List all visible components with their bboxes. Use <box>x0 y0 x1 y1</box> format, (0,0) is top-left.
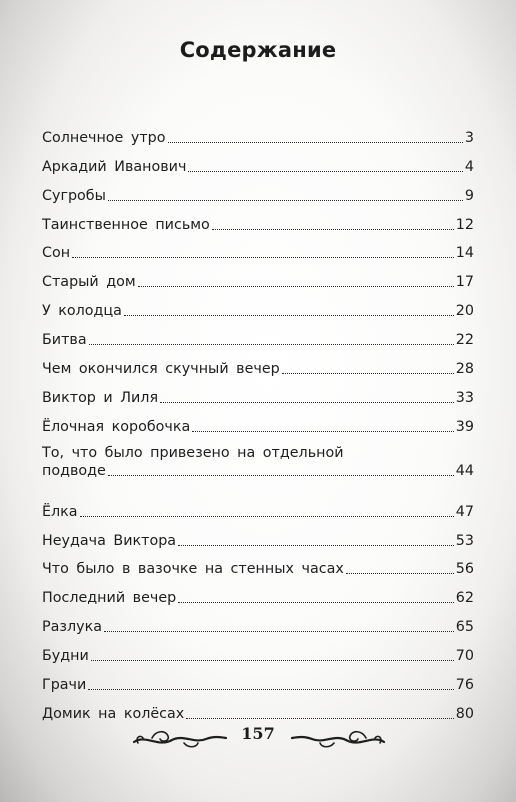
toc-entry-title: Домик на колёсах <box>42 705 185 722</box>
flourish-ornament-icon <box>290 728 386 750</box>
toc-entry-title: Последний вечер <box>42 590 177 607</box>
page-title: Содержание <box>179 38 337 62</box>
toc-entry <box>42 378 474 407</box>
dot-leader <box>108 475 454 476</box>
dot-leader <box>80 516 454 517</box>
table-of-contents <box>42 118 474 723</box>
dot-leader <box>186 718 454 719</box>
toc-entry-page: 44 <box>455 462 474 479</box>
toc-entry <box>42 147 474 176</box>
dot-leader <box>124 315 454 316</box>
toc-entry <box>42 694 474 723</box>
toc-entry-title: Чем окончился скучный вечер <box>42 361 280 378</box>
dot-leader <box>160 402 454 403</box>
toc-entry <box>42 176 474 205</box>
toc-entry-page: 17 <box>455 274 474 291</box>
toc-entry-title: Сугробы <box>42 187 106 204</box>
toc-entry-page: 3 <box>464 129 474 146</box>
toc-entry <box>42 665 474 694</box>
dot-leader <box>346 573 454 574</box>
toc-entry-title: Виктор и Лиля <box>42 389 159 406</box>
toc-entry-title: Будни <box>42 648 89 665</box>
toc-entry <box>42 407 474 436</box>
toc-entry <box>42 521 474 550</box>
toc-entry <box>42 436 474 492</box>
toc-entry-title: Битва <box>42 332 87 349</box>
toc-entry-page: 14 <box>455 245 474 262</box>
toc-entry-title: У колодца <box>42 303 122 320</box>
toc-entry <box>42 492 474 521</box>
toc-entry-page: 65 <box>455 619 474 636</box>
toc-entry <box>42 607 474 636</box>
dot-leader <box>188 171 462 172</box>
page-number: 157 <box>241 724 275 743</box>
toc-entry-title: Солнечное утро <box>42 129 166 146</box>
toc-entry-page: 9 <box>464 187 474 204</box>
toc-entry-page: 33 <box>455 389 474 406</box>
toc-entry <box>42 118 474 147</box>
toc-entry-title: Сон <box>42 245 71 262</box>
page-footer <box>0 724 516 754</box>
dot-leader <box>282 373 454 374</box>
dot-leader <box>212 229 454 230</box>
toc-entry-page: 80 <box>455 705 474 722</box>
dot-leader <box>168 142 463 143</box>
dot-leader <box>72 257 454 258</box>
toc-entry-page: 76 <box>455 677 474 694</box>
toc-entry-page: 20 <box>455 303 474 320</box>
toc-entry-title: Таинственное письмо <box>42 216 210 233</box>
dot-leader <box>192 431 454 432</box>
toc-entry-title: То, что было привезено на отдельной <box>42 444 344 461</box>
toc-entry-page: 70 <box>455 648 474 665</box>
dot-leader <box>89 344 454 345</box>
toc-entry <box>42 349 474 378</box>
toc-entry-page: 12 <box>455 216 474 233</box>
toc-entry-title: Старый дом <box>42 274 136 291</box>
toc-entry <box>42 234 474 263</box>
toc-entry-title: Ёлочная коробочка <box>42 418 191 435</box>
dot-leader <box>138 286 454 287</box>
toc-entry-page: 28 <box>455 361 474 378</box>
toc-entry <box>42 578 474 607</box>
toc-entry-page: 39 <box>455 418 474 435</box>
toc-entry-title: Грачи <box>42 677 87 694</box>
toc-entry <box>42 291 474 320</box>
toc-entry <box>42 262 474 291</box>
toc-entry-title-continued: подводе <box>42 462 106 479</box>
toc-entry <box>42 636 474 665</box>
dot-leader <box>108 200 463 201</box>
toc-entry-page: 53 <box>455 532 474 549</box>
toc-entry <box>42 205 474 234</box>
toc-entry-page: 22 <box>455 332 474 349</box>
toc-entry-page: 56 <box>455 561 474 578</box>
toc-entry-title: Ёлка <box>42 503 78 520</box>
toc-entry-title: Разлука <box>42 619 102 636</box>
toc-entry-page: 62 <box>455 590 474 607</box>
dot-leader <box>104 631 454 632</box>
toc-entry-page: 4 <box>464 158 474 175</box>
dot-leader <box>178 602 454 603</box>
toc-entry-page: 47 <box>455 503 474 520</box>
toc-entry <box>42 550 474 579</box>
dot-leader <box>91 660 454 661</box>
toc-entry <box>42 320 474 349</box>
dot-leader <box>178 545 454 546</box>
toc-entry-title: Неудача Виктора <box>42 532 177 549</box>
dot-leader <box>88 689 454 690</box>
toc-entry-continuation <box>42 462 474 480</box>
toc-entry-title: Аркадий Иванович <box>42 158 187 175</box>
toc-entry-title: Что было в вазочке на стенных часах <box>42 561 344 578</box>
